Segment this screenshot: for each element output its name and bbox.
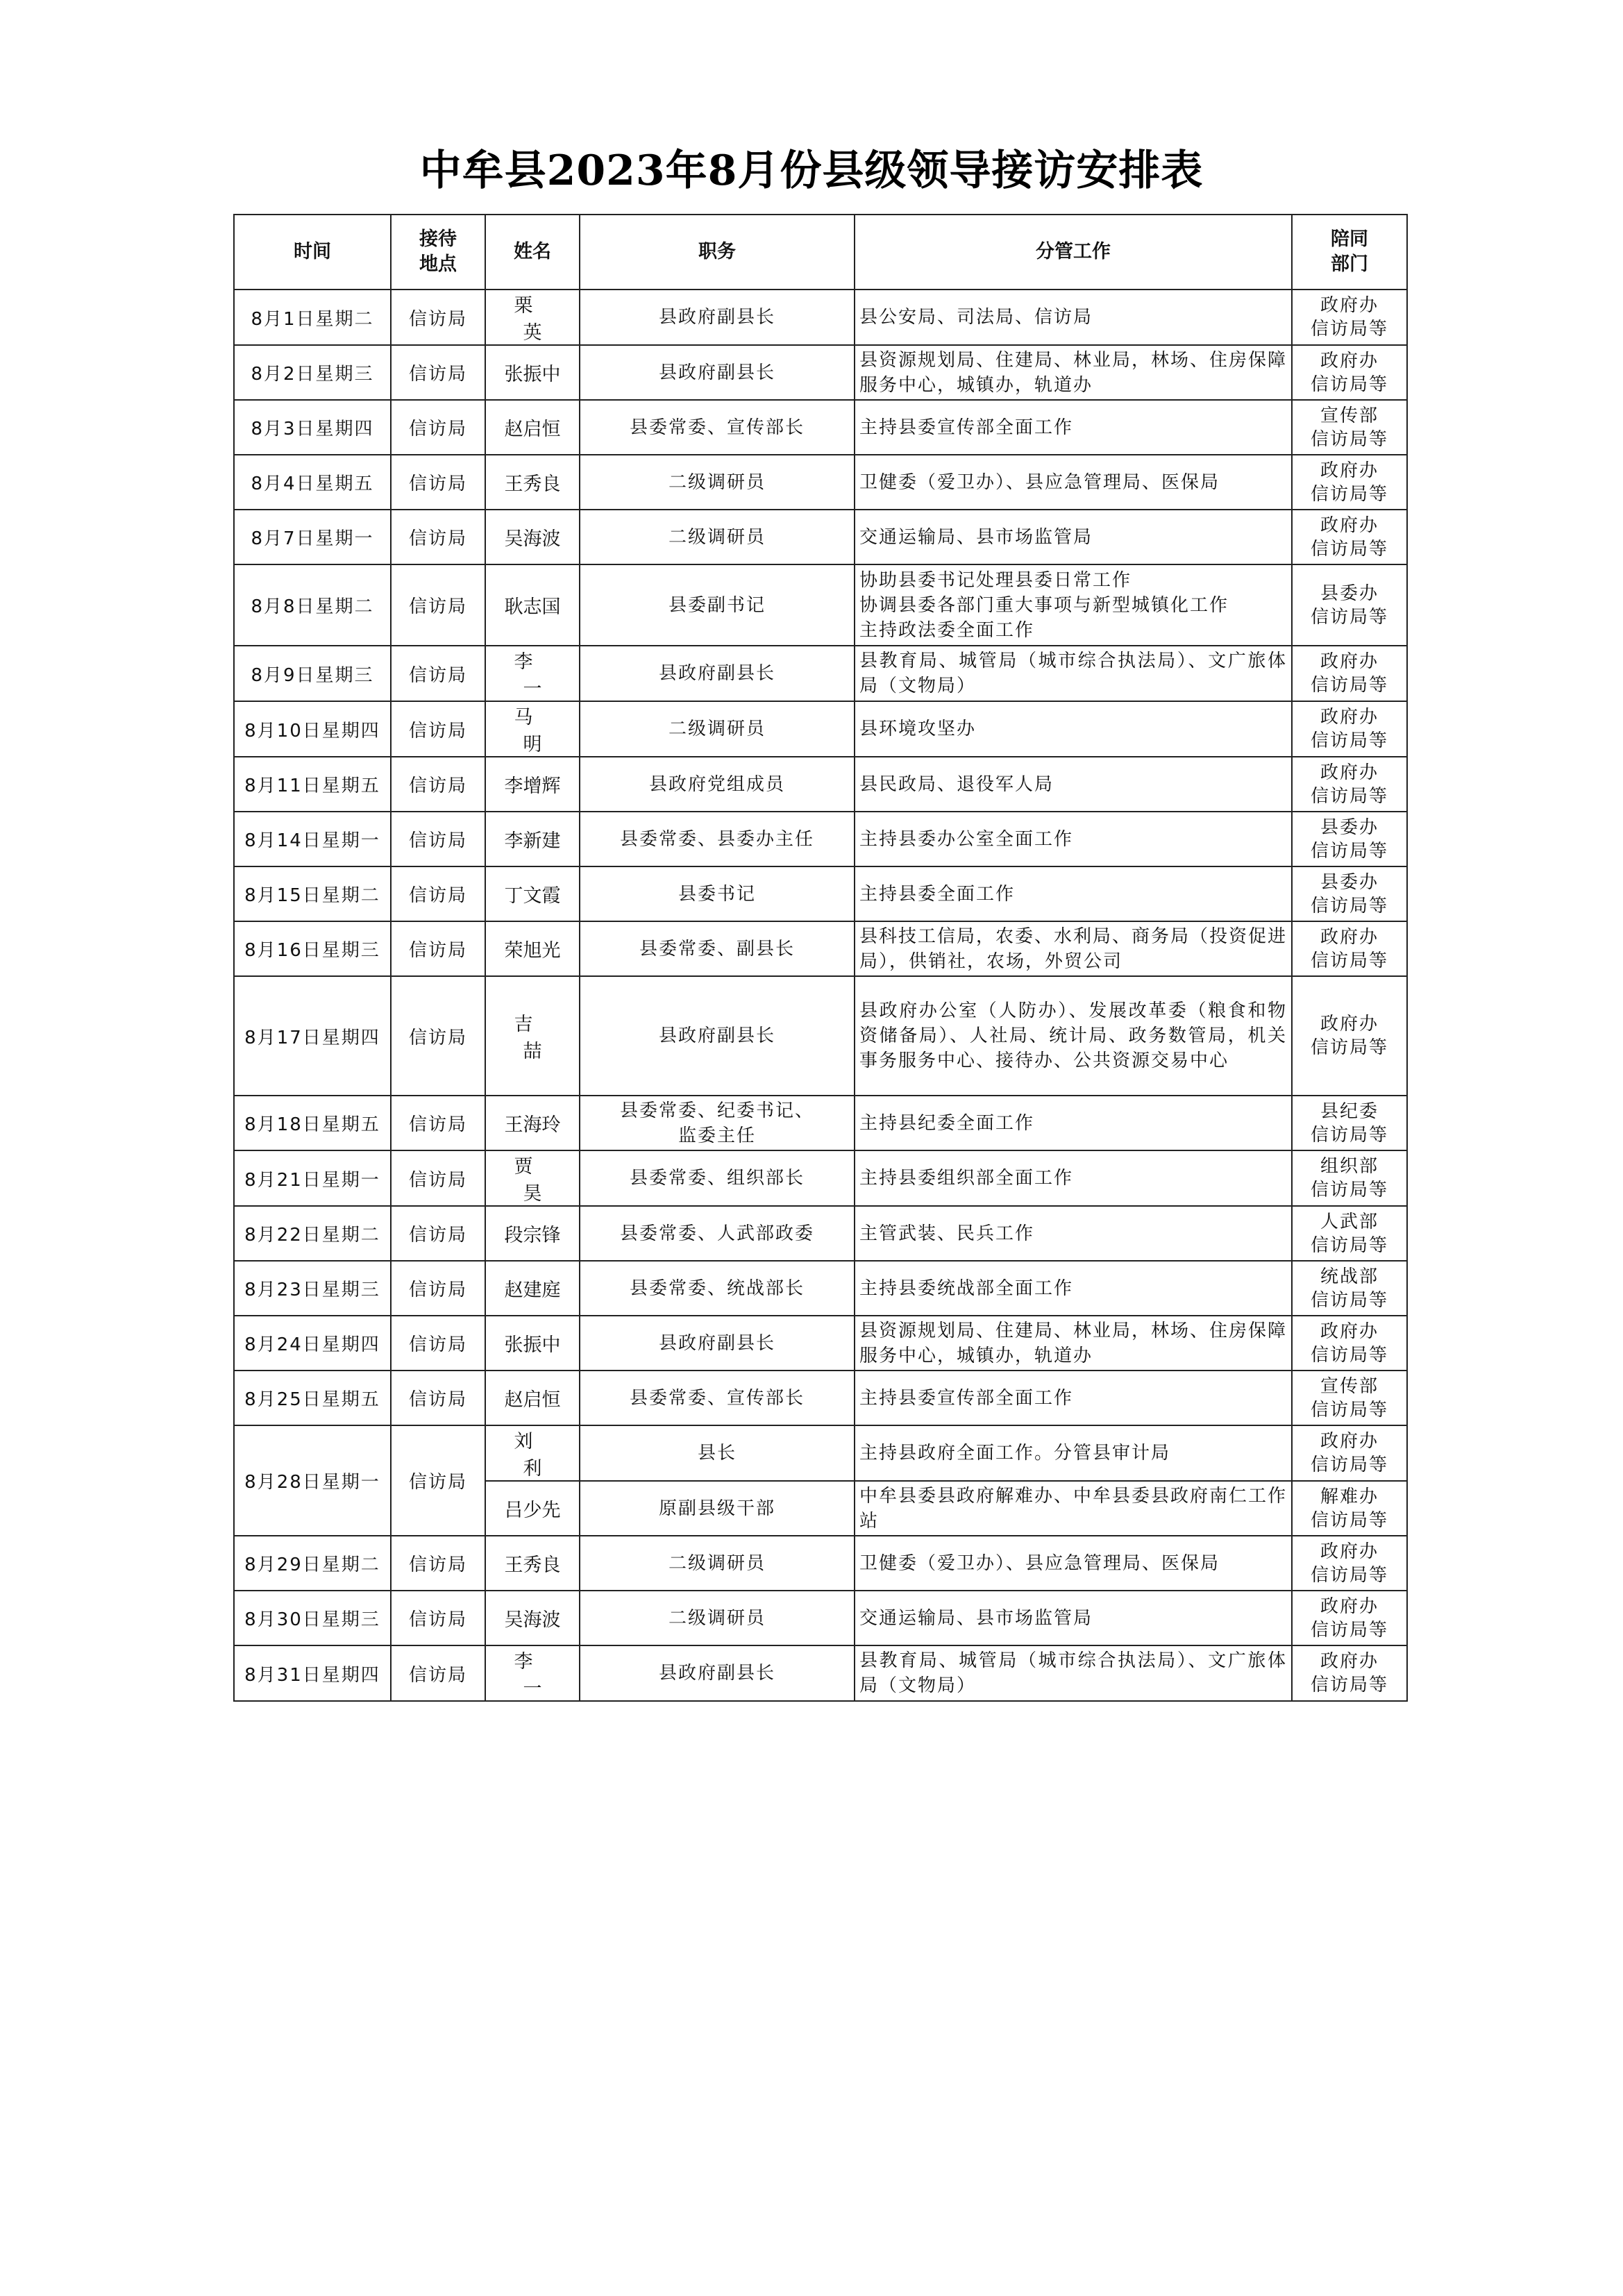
- table-row: [234, 1096, 1407, 1150]
- duty-cell: 县科技工信局，农委、水利局、商务局（投资促进局），供销社，农场，外贸公司: [855, 921, 1292, 976]
- position-cell: 县政府副县长: [580, 976, 855, 1096]
- dept-cell: 县纪委 信访局等: [1292, 1096, 1407, 1150]
- position-cell: 二级调研员: [580, 701, 855, 757]
- dept-cell: 宣传部 信访局等: [1292, 1371, 1407, 1425]
- dept-cell: 县委办 信访局等: [1292, 866, 1407, 921]
- position-cell: 原副县级干部: [580, 1481, 855, 1536]
- name-cell: 赵启恒: [485, 400, 580, 455]
- place-cell: 信访局: [391, 646, 485, 701]
- header-duty: 分管工作: [855, 215, 1292, 290]
- duty-cell: 县教育局、城管局（城市综合执法局）、文广旅体局（文物局）: [855, 646, 1292, 701]
- date-cell: 8月11日星期五: [234, 757, 391, 812]
- name-cell: 王秀良: [485, 455, 580, 510]
- date-cell: 8月31日星期四: [234, 1645, 391, 1701]
- name-cell: [485, 1150, 580, 1206]
- table-header-row: [234, 215, 1407, 290]
- name-cell: 段宗锋: [485, 1206, 580, 1261]
- date-cell: 8月17日星期四: [234, 976, 391, 1096]
- duty-cell: 交通运输局、县市场监管局: [855, 1591, 1292, 1645]
- table-row: [234, 345, 1407, 400]
- duty-cell: 主持县委统战部全面工作: [855, 1261, 1292, 1316]
- date-cell: 8月9日星期三: [234, 646, 391, 701]
- date-cell: 8月18日星期五: [234, 1096, 391, 1150]
- name-cell: 吴海波: [485, 1591, 580, 1645]
- name-cell: [485, 1645, 580, 1701]
- duty-cell: 主持县委办公室全面工作: [855, 812, 1292, 866]
- name-cell: 王海玲: [485, 1096, 580, 1150]
- position-cell: 县长: [580, 1425, 855, 1481]
- dept-cell: 政府办 信访局等: [1292, 345, 1407, 400]
- position-cell: 县政府副县长: [580, 1316, 855, 1371]
- date-cell: 8月22日星期二: [234, 1206, 391, 1261]
- duty-cell: 县公安局、司法局、信访局: [855, 290, 1292, 345]
- table-row: [234, 1150, 1407, 1206]
- position-cell: 县委常委、副县长: [580, 921, 855, 976]
- name-cell: 赵建庭: [485, 1261, 580, 1316]
- position-cell: 县委常委、宣传部长: [580, 400, 855, 455]
- name-cell: [485, 646, 580, 701]
- position-cell: 县委常委、统战部长: [580, 1261, 855, 1316]
- dept-cell: 统战部 信访局等: [1292, 1261, 1407, 1316]
- dept-cell: 组织部 信访局等: [1292, 1150, 1407, 1206]
- date-cell: 8月30日星期三: [234, 1591, 391, 1645]
- name-text: 马 明: [514, 707, 560, 755]
- page-title: 中牟县2023年8月份县级领导接访安排表: [419, 146, 1204, 195]
- place-cell: 信访局: [391, 510, 485, 564]
- dept-cell: 政府办 信访局等: [1292, 1591, 1407, 1645]
- name-text: 李 一: [514, 651, 560, 700]
- place-cell: 信访局: [391, 1096, 485, 1150]
- table-row: [234, 866, 1407, 921]
- duty-cell: 县资源规划局、住建局、林业局，林场、住房保障服务中心，城镇办，轨道办: [855, 1316, 1292, 1371]
- duty-cell: 主持县委全面工作: [855, 866, 1292, 921]
- position-cell: 县委副书记: [580, 564, 855, 646]
- date-cell: 8月7日星期一: [234, 510, 391, 564]
- duty-cell: 主持县委宣传部全面工作: [855, 1371, 1292, 1425]
- date-cell: 8月3日星期四: [234, 400, 391, 455]
- place-cell: 信访局: [391, 812, 485, 866]
- place-cell: 信访局: [391, 921, 485, 976]
- position-cell: 县委常委、宣传部长: [580, 1371, 855, 1425]
- name-text: 贾 昊: [514, 1156, 560, 1205]
- header-place: 接待 地点: [391, 215, 485, 290]
- duty-cell: 主持县委组织部全面工作: [855, 1150, 1292, 1206]
- duty-cell: 县民政局、退役军人局: [855, 757, 1292, 812]
- dept-cell: 解难办 信访局等: [1292, 1481, 1407, 1536]
- place-cell: 信访局: [391, 1645, 485, 1701]
- dept-cell: 县委办 信访局等: [1292, 812, 1407, 866]
- duty-cell: 县政府办公室（人防办）、发展改革委（粮食和物资储备局）、人社局、统计局、政务数管局，机关事务服务中心、接待办、公共资源交易中心: [855, 976, 1292, 1096]
- name-cell: 王秀良: [485, 1536, 580, 1591]
- table-row: [234, 757, 1407, 812]
- table-row: [234, 400, 1407, 455]
- dept-cell: 政府办 信访局等: [1292, 701, 1407, 757]
- dept-cell: 政府办 信访局等: [1292, 757, 1407, 812]
- date-cell: 8月4日星期五: [234, 455, 391, 510]
- place-cell: 信访局: [391, 564, 485, 646]
- name-text: 吉 喆: [514, 1014, 560, 1062]
- place-cell: 信访局: [391, 701, 485, 757]
- dept-cell: 政府办 信访局等: [1292, 510, 1407, 564]
- place-cell: 信访局: [391, 1206, 485, 1261]
- date-cell: 8月24日星期四: [234, 1316, 391, 1371]
- table-row: [234, 564, 1407, 646]
- date-cell: 8月14日星期一: [234, 812, 391, 866]
- duty-cell: 卫健委（爱卫办）、县应急管理局、医保局: [855, 1536, 1292, 1591]
- position-cell: 二级调研员: [580, 1591, 855, 1645]
- name-cell: 丁文霞: [485, 866, 580, 921]
- position-cell: 县委常委、组织部长: [580, 1150, 855, 1206]
- place-cell: 信访局: [391, 1150, 485, 1206]
- table-row: [234, 1316, 1407, 1371]
- name-text: 刘 利: [514, 1431, 560, 1480]
- position-cell: 县委常委、人武部政委: [580, 1206, 855, 1261]
- table-row: [234, 1645, 1407, 1701]
- date-cell: 8月10日星期四: [234, 701, 391, 757]
- header-name: 姓名: [485, 215, 580, 290]
- place-cell: 信访局: [391, 1591, 485, 1645]
- place-cell: 信访局: [391, 345, 485, 400]
- header-dept: 陪同 部门: [1292, 215, 1407, 290]
- name-cell: [485, 976, 580, 1096]
- name-text: 李 一: [514, 1651, 560, 1700]
- place-cell: 信访局: [391, 1536, 485, 1591]
- duty-cell: 卫健委（爱卫办）、县应急管理局、医保局: [855, 455, 1292, 510]
- duty-cell: 主持县纪委全面工作: [855, 1096, 1292, 1150]
- place-cell: 信访局: [391, 866, 485, 921]
- name-cell: 赵启恒: [485, 1371, 580, 1425]
- date-cell: 8月28日星期一: [234, 1425, 391, 1536]
- table-row: [234, 1206, 1407, 1261]
- schedule-table: [233, 214, 1408, 1702]
- name-cell: [485, 1425, 580, 1481]
- dept-cell: 政府办 信访局等: [1292, 290, 1407, 345]
- place-cell: 信访局: [391, 976, 485, 1096]
- place-cell: 信访局: [391, 1261, 485, 1316]
- header-time: 时间: [234, 215, 391, 290]
- duty-cell: 县环境攻坚办: [855, 701, 1292, 757]
- table-row: [234, 1371, 1407, 1425]
- place-cell: 信访局: [391, 400, 485, 455]
- table-row: [234, 812, 1407, 866]
- position-cell: 县政府副县长: [580, 290, 855, 345]
- table-row: [234, 1536, 1407, 1591]
- table-row: [234, 510, 1407, 564]
- place-cell: 信访局: [391, 455, 485, 510]
- duty-cell: 主管武装、民兵工作: [855, 1206, 1292, 1261]
- date-cell: 8月29日星期二: [234, 1536, 391, 1591]
- name-cell: 耿志国: [485, 564, 580, 646]
- duty-cell: 县资源规划局、住建局、林业局，林场、住房保障服务中心，城镇办，轨道办: [855, 345, 1292, 400]
- dept-cell: 政府办 信访局等: [1292, 1425, 1407, 1481]
- place-cell: 信访局: [391, 1316, 485, 1371]
- name-cell: 荣旭光: [485, 921, 580, 976]
- date-cell: 8月23日星期三: [234, 1261, 391, 1316]
- dept-cell: 政府办 信访局等: [1292, 921, 1407, 976]
- position-cell: 县委常委、县委办主任: [580, 812, 855, 866]
- date-cell: 8月1日星期二: [234, 290, 391, 345]
- dept-cell: 政府办 信访局等: [1292, 976, 1407, 1096]
- place-cell: 信访局: [391, 757, 485, 812]
- name-cell: 吕少先: [485, 1481, 580, 1536]
- name-cell: 李新建: [485, 812, 580, 866]
- date-cell: 8月16日星期三: [234, 921, 391, 976]
- name-text: 栗 英: [514, 295, 560, 344]
- table-row: [234, 701, 1407, 757]
- table-row: [234, 921, 1407, 976]
- place-cell: 信访局: [391, 1371, 485, 1425]
- duty-cell: 主持县政府全面工作。分管县审计局: [855, 1425, 1292, 1481]
- date-cell: 8月21日星期一: [234, 1150, 391, 1206]
- name-cell: 张振中: [485, 345, 580, 400]
- table-row: [234, 646, 1407, 701]
- position-cell: 二级调研员: [580, 510, 855, 564]
- date-cell: 8月2日星期三: [234, 345, 391, 400]
- position-cell: 县委书记: [580, 866, 855, 921]
- table-row: [234, 976, 1407, 1096]
- position-cell: 二级调研员: [580, 1536, 855, 1591]
- duty-cell: 中牟县委县政府解难办、中牟县委县政府南仁工作站: [855, 1481, 1292, 1536]
- position-cell: 县政府副县长: [580, 345, 855, 400]
- name-cell: [485, 701, 580, 757]
- dept-cell: 政府办 信访局等: [1292, 1316, 1407, 1371]
- duty-cell: 县教育局、城管局（城市综合执法局）、文广旅体局（文物局）: [855, 1645, 1292, 1701]
- dept-cell: 政府办 信访局等: [1292, 646, 1407, 701]
- position-cell: 县政府副县长: [580, 1645, 855, 1701]
- name-cell: [485, 290, 580, 345]
- name-cell: 张振中: [485, 1316, 580, 1371]
- duty-cell: 协助县委书记处理县委日常工作 协调县委各部门重大事项与新型城镇化工作 主持政法委全面工作: [855, 564, 1292, 646]
- date-cell: 8月8日星期二: [234, 564, 391, 646]
- dept-cell: 政府办 信访局等: [1292, 1645, 1407, 1701]
- name-cell: 李增辉: [485, 757, 580, 812]
- dept-cell: 人武部 信访局等: [1292, 1206, 1407, 1261]
- dept-cell: 县委办 信访局等: [1292, 564, 1407, 646]
- dept-cell: 政府办 信访局等: [1292, 455, 1407, 510]
- table-row: [234, 1425, 1407, 1481]
- position-cell: 县委常委、纪委书记、 监委主任: [580, 1096, 855, 1150]
- date-cell: 8月15日星期二: [234, 866, 391, 921]
- place-cell: 信访局: [391, 290, 485, 345]
- duty-cell: 交通运输局、县市场监管局: [855, 510, 1292, 564]
- table-row: [234, 290, 1407, 345]
- date-cell: 8月25日星期五: [234, 1371, 391, 1425]
- duty-cell: 主持县委宣传部全面工作: [855, 400, 1292, 455]
- header-position: 职务: [580, 215, 855, 290]
- place-cell: 信访局: [391, 1425, 485, 1536]
- dept-cell: 宣传部 信访局等: [1292, 400, 1407, 455]
- dept-cell: 政府办 信访局等: [1292, 1536, 1407, 1591]
- table-row: [234, 455, 1407, 510]
- position-cell: 县政府副县长: [580, 646, 855, 701]
- table-row: [234, 1591, 1407, 1645]
- position-cell: 二级调研员: [580, 455, 855, 510]
- name-cell: 吴海波: [485, 510, 580, 564]
- position-cell: 县政府党组成员: [580, 757, 855, 812]
- table-row: [234, 1261, 1407, 1316]
